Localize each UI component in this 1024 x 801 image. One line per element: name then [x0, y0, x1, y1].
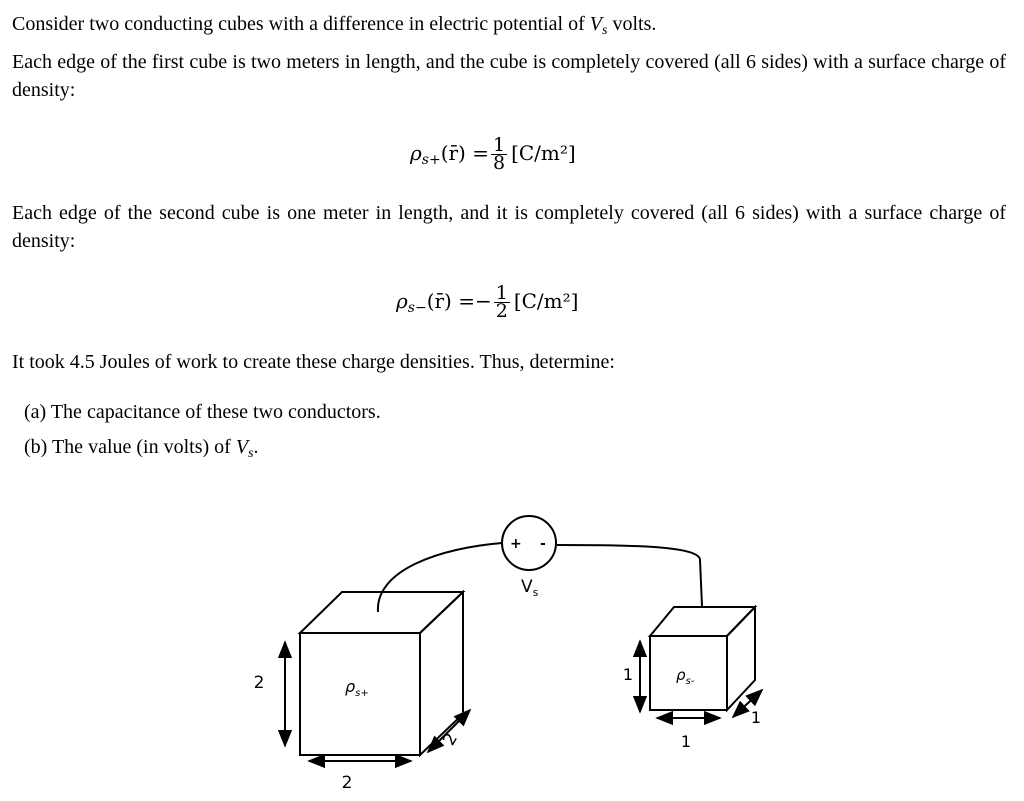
- eq2-argument: (r̄) =−: [426, 289, 492, 313]
- cube-large-top-face: [300, 592, 463, 633]
- cube-large-depth-label: 2: [439, 729, 463, 750]
- wire-right: [557, 545, 702, 606]
- cube-small-width-label: 1: [680, 732, 692, 751]
- question-b-label: (b): [24, 436, 48, 458]
- eq1-subscript: s+: [421, 152, 441, 168]
- question-a-label: (a): [24, 401, 47, 423]
- question-b-vs-sub: s: [248, 446, 254, 461]
- question-a-text: The capacitance of these two conductors.: [50, 401, 381, 423]
- cube2-description: Each edge of the second cube is one meter in length, and it is completely covered (all 6 sides) with a surface charge of density:: [12, 202, 1006, 252]
- cube-large-side-face: [420, 592, 463, 755]
- vs-subscript: s: [602, 23, 608, 38]
- intro-text-end: volts.: [607, 13, 657, 35]
- cube-large-width-label: 2: [341, 773, 353, 793]
- eq2-denominator: 2: [495, 300, 508, 322]
- eq2-unit: [C/m²]: [513, 289, 579, 313]
- eq1-argument: (r̄) =: [440, 141, 489, 165]
- cube-large-charge-label: $\rho_{s+}$: [345, 677, 369, 699]
- question-b-text: The value (in volts) of: [51, 436, 236, 458]
- cube1-description: Each edge of the first cube is two meters in length, and the cube is completely covered (all 6 sides) with a surface charge of density:: [12, 51, 1006, 101]
- cube-small-front-face: [650, 636, 727, 710]
- eq1-unit: [C/m²]: [511, 141, 576, 165]
- eq1-denominator: 8: [492, 152, 506, 174]
- cube-small-depth-label: 1: [750, 708, 762, 727]
- vs-symbol: V: [589, 13, 602, 35]
- work-statement: It took 4.5 Joules of work to create these charge densities. Thus, determine:: [12, 351, 615, 373]
- question-b-vs: V: [235, 436, 249, 458]
- cube-large-height-label: 2: [253, 673, 265, 693]
- cube-small-charge-label: $\rho_{s-}$: [676, 666, 695, 687]
- wire-left: [378, 543, 502, 612]
- intro-text: Consider two conducting cubes with a difference in electric potential of: [12, 13, 590, 35]
- question-b-end: .: [253, 436, 259, 458]
- cube-large: [300, 592, 463, 755]
- source-plus-sign: +: [510, 536, 522, 552]
- cube-small: [650, 607, 755, 710]
- eq1-rho: ρ: [410, 141, 422, 165]
- eq2-numerator: 1: [495, 282, 508, 304]
- eq2-subscript: s−: [407, 300, 427, 316]
- cube-small-top-face: [650, 607, 755, 636]
- eq2-rho: ρ: [396, 289, 408, 313]
- source-minus-sign: -: [540, 536, 546, 552]
- source-label: $V_s$: [521, 577, 539, 599]
- cube-small-side-face: [727, 607, 755, 710]
- cube-small-height-label: 1: [622, 665, 634, 684]
- eq1-numerator: 1: [492, 134, 506, 156]
